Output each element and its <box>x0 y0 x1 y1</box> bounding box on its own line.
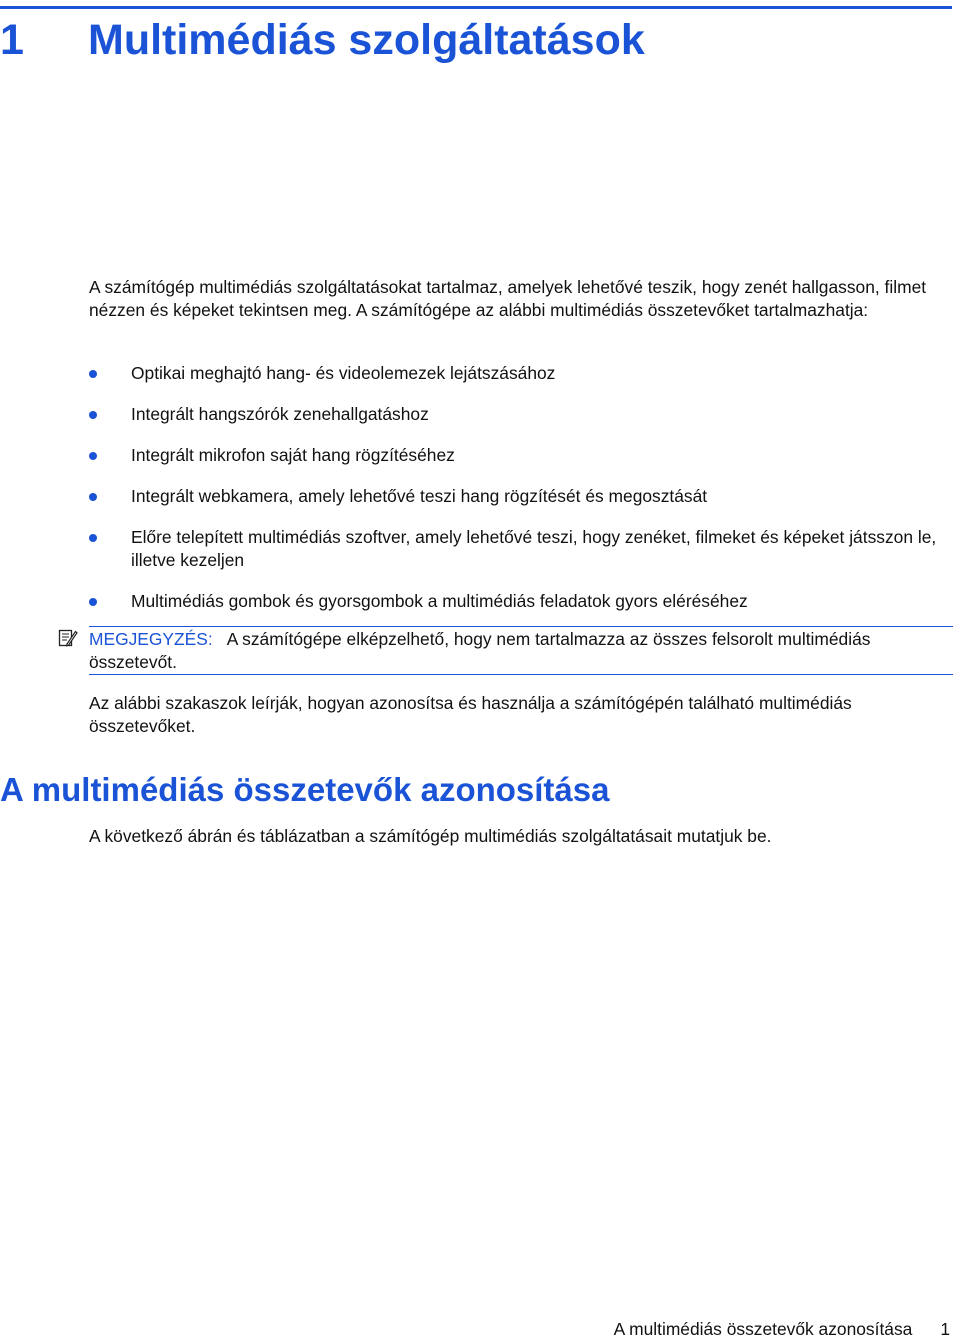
list-item-text: Előre telepített multimédiás szoftver, amely lehetővé teszi, hogy zenéket, filmeket és képeket játsszon le, illetve kezeljen <box>131 527 937 570</box>
feature-list <box>89 362 949 631</box>
bullet-icon <box>89 598 97 606</box>
note-text: A számítógépe elképzelhető, hogy nem tartalmazza az összes felsorolt multimédiás összetevőt. <box>89 629 871 672</box>
note-box <box>58 626 954 674</box>
note-label: MEGJEGYZÉS: <box>89 629 213 649</box>
bullet-icon <box>89 452 97 460</box>
note-pencil-icon <box>58 628 78 648</box>
list-item <box>89 362 949 385</box>
bullet-icon <box>89 534 97 542</box>
chapter-top-rule <box>0 6 952 9</box>
chapter-title-text: Multimédiás szolgáltatások <box>88 16 645 64</box>
list-item-text: Integrált webkamera, amely lehetővé teszi hang rögzítését és megosztását <box>131 486 708 506</box>
list-item-text: Optikai meghajtó hang- és videolemezek lejátszásához <box>131 363 556 383</box>
chapter-number: 1 <box>0 16 24 64</box>
list-item <box>89 444 949 467</box>
page-footer <box>614 1318 950 1341</box>
page-number: 1 <box>940 1319 950 1339</box>
list-item-text: Integrált mikrofon saját hang rögzítéséhez <box>131 445 455 465</box>
note-body <box>89 626 954 674</box>
list-item-text: Integrált hangszórók zenehallgatáshoz <box>131 404 429 424</box>
note-bottom-rule <box>89 674 953 675</box>
list-item <box>89 485 949 508</box>
list-item <box>89 403 949 426</box>
after-note-paragraph: Az alábbi szakaszok leírják, hogyan azonosítsa és használja a számítógépén található multimédiás összetevőket. <box>89 693 852 736</box>
list-item-text: Multimédiás gombok és gyorsgombok a multimédiás feladatok gyors eléréséhez <box>131 591 748 611</box>
bullet-icon <box>89 411 97 419</box>
list-item <box>89 526 949 572</box>
section-title: A multimédiás összetevők azonosítása <box>0 771 610 808</box>
list-item <box>89 590 949 613</box>
bullet-icon <box>89 493 97 501</box>
section-intro-paragraph: A következő ábrán és táblázatban a számítógép multimédiás szolgáltatásait mutatjuk be. <box>89 826 772 846</box>
bullet-icon <box>89 370 97 378</box>
intro-paragraph: A számítógép multimédiás szolgáltatásokat tartalmaz, amelyek lehetővé teszik, hogy zenét hallgasson, filmet nézzen és képeket tekintsen meg. A számítógépe az alábbi multimédiás összetevőket tartalmazhatja: <box>89 277 927 320</box>
footer-section-title: A multimédiás összetevők azonosítása <box>613 1319 913 1339</box>
chapter-title <box>0 14 645 66</box>
